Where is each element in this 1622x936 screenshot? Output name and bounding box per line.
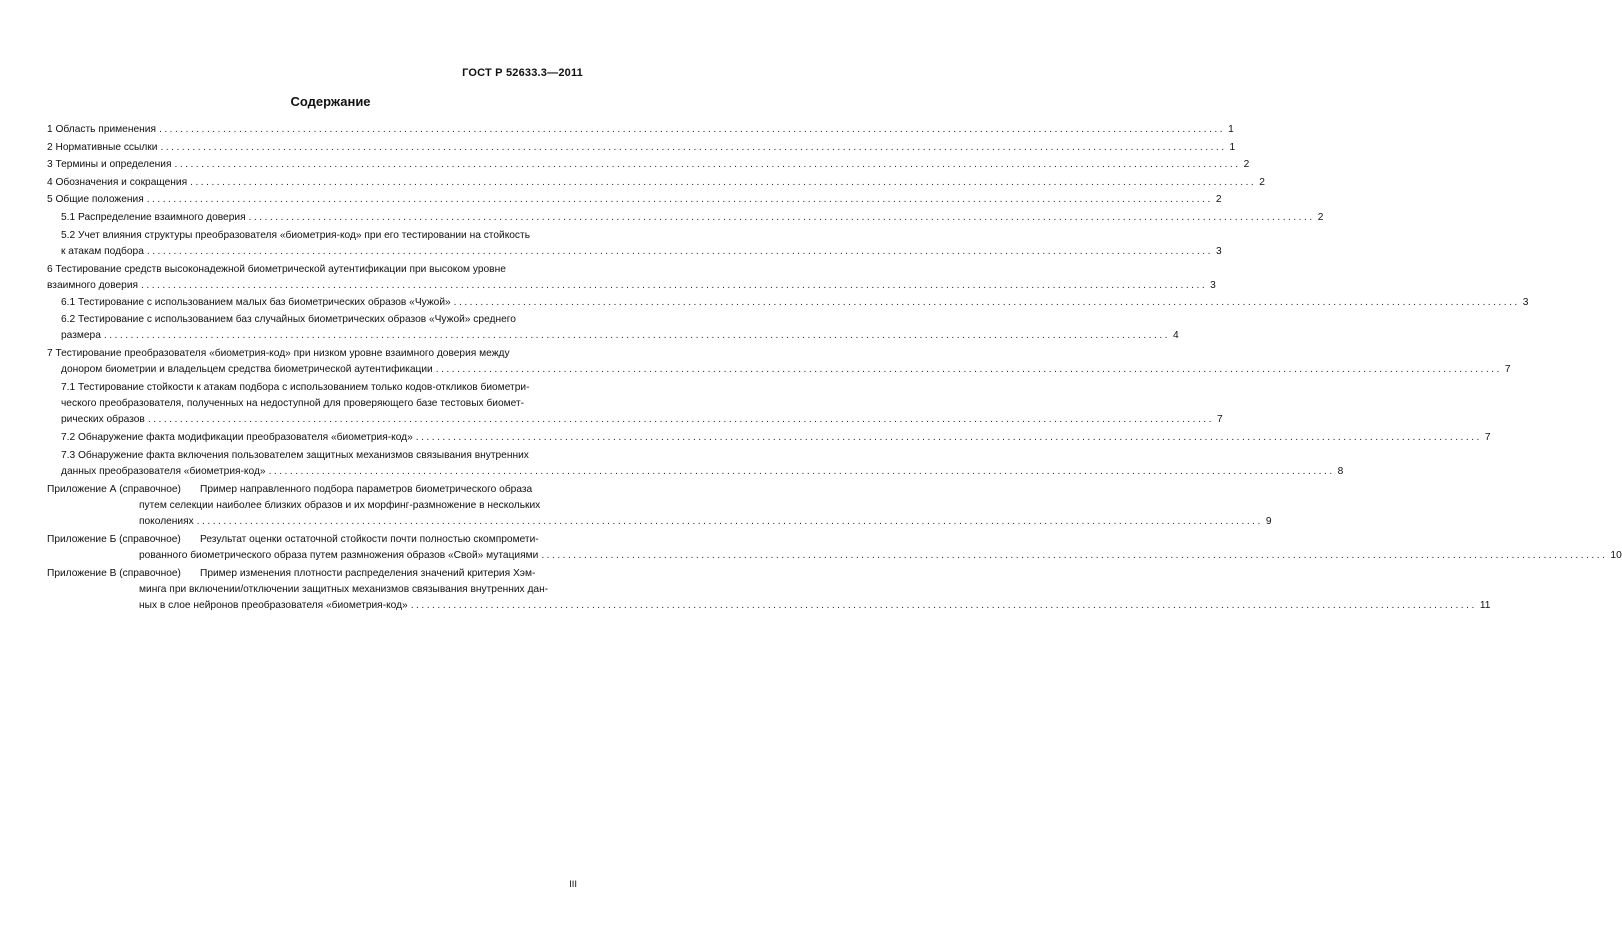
leader-dots: ........................................................................................................................................................................................................: [453, 297, 1520, 308]
leader-dots: ........................................................................................................................................................................................................: [435, 364, 1502, 375]
toc-entry-line: ческого преобразователя, полученных на недоступной для проверяющего базе тестовых биомет-: [61, 398, 525, 409]
leader-dots: ........................................................................................................................................................................................................: [410, 600, 1477, 611]
toc-entry-line: Пример направленного подбора параметров биометрического образа: [200, 484, 533, 495]
toc-entry-line: 7.3 Обнаружение факта включения пользователем защитных механизмов связывания внутренних: [61, 450, 529, 461]
leader-dots: ........................................................................................................................................................................................................: [141, 280, 1208, 291]
toc-entry-line: Пример изменения плотности распределения значений критерия Хэм-: [200, 568, 536, 579]
leader-dots: ........................................................................................................................................................................................................: [196, 516, 1263, 527]
leader-dots: ........................................................................................................................................................................................................: [146, 246, 1213, 257]
toc-entry-line: 7 Тестирование преобразователя «биометрия-код» при низком уровне взаимного доверия между: [47, 348, 510, 359]
leader-dots: ........................................................................................................................................................................................................: [268, 466, 1335, 477]
toc-entry: размера ........................................................................................................................................................................................................ 4: [61, 330, 1179, 341]
toc-entry: взаимного доверия ........................................................................................................................................................................................................ 3: [47, 280, 1216, 291]
toc-entry: 4 Обозначения и сокращения ........................................................................................................................................................................................................ 2: [47, 177, 1265, 188]
toc-entry: к атакам подбора ........................................................................................................................................................................................................ 3: [61, 246, 1222, 257]
toc-entry-line: 5.2 Учет влияния структуры преобразователя «биометрия-код» при его тестировании на стойкость: [61, 230, 530, 241]
leader-dots: ........................................................................................................................................................................................................: [158, 124, 1226, 135]
toc-entry-line: 6 Тестирование средств высоконадежной биометрической аутентификации при высоком уровне: [47, 264, 506, 275]
page-title: Содержание: [290, 94, 371, 109]
toc-entry: 5.1 Распределение взаимного доверия ........................................................................................................................................................................................................ 2: [61, 212, 1324, 223]
page-number: III: [569, 879, 577, 890]
toc-entry: данных преобразователя «биометрия-код» ........................................................................................................................................................................................................ 8: [61, 466, 1344, 477]
toc-entry: 5 Общие положения ........................................................................................................................................................................................................ 2: [47, 194, 1222, 205]
leader-dots: ........................................................................................................................................................................................................: [541, 550, 1608, 561]
toc-entry: 7.2 Обнаружение факта модификации преобразователя «биометрия-код» ........................................................................................................................................................................................................ 7: [61, 432, 1491, 443]
leader-dots: ........................................................................................................................................................................................................: [160, 142, 1227, 153]
toc-entry: ных в слое нейронов преобразователя «биометрия-код» ........................................................................................................................................................................................................ 11: [139, 600, 1491, 611]
appendix-label: Приложение А (справочное): [47, 484, 181, 495]
toc-entry: 1 Область применения ........................................................................................................................................................................................................ 1: [47, 124, 1234, 135]
toc-entry: поколениях ........................................................................................................................................................................................................ 9: [139, 516, 1272, 527]
toc-entry: донором биометрии и владельцем средства биометрической аутентификации ........................................................................................................................................................................................................ 7: [61, 364, 1511, 375]
appendix-label: Приложение Б (справочное): [47, 534, 181, 545]
appendix-label: Приложение В (справочное): [47, 568, 181, 579]
toc-entry-line: минга при включении/отключении защитных механизмов связывания внутренних дан-: [139, 584, 549, 595]
toc-entry-line: 6.2 Тестирование с использованием баз случайных биометрических образов «Чужой» среднего: [61, 314, 516, 325]
toc-entry: рованного биометрического образа путем размножения образов «Свой» мутациями ........................................................................................................................................................................................................ 10: [139, 550, 1622, 561]
leader-dots: ........................................................................................................................................................................................................: [174, 159, 1241, 170]
standard-header: ГОСТ Р 52633.3—2011: [462, 67, 583, 79]
toc-entry: 3 Термины и определения ........................................................................................................................................................................................................ 2: [47, 159, 1250, 170]
toc-entry-line: путем селекции наиболее близких образов и их морфинг-размножение в нескольких: [139, 500, 541, 511]
toc-entry-line: Результат оценки остаточной стойкости почти полностью скомпромети-: [200, 534, 539, 545]
leader-dots: ........................................................................................................................................................................................................: [146, 194, 1213, 205]
toc-entry: 6.1 Тестирование с использованием малых баз биометрических образов «Чужой» ........................................................................................................................................................................................................ 3: [61, 297, 1529, 308]
leader-dots: ........................................................................................................................................................................................................: [248, 212, 1315, 223]
leader-dots: ........................................................................................................................................................................................................: [103, 330, 1170, 341]
leader-dots: ........................................................................................................................................................................................................: [147, 414, 1214, 425]
leader-dots: ........................................................................................................................................................................................................: [190, 177, 1257, 188]
toc-entry-line: 7.1 Тестирование стойкости к атакам подбора с использованием только кодов-откликов биометри-: [61, 382, 530, 393]
toc-entry: 2 Нормативные ссылки ........................................................................................................................................................................................................ 1: [47, 142, 1236, 153]
leader-dots: ........................................................................................................................................................................................................: [415, 432, 1482, 443]
toc-entry: рических образов ........................................................................................................................................................................................................ 7: [61, 414, 1223, 425]
